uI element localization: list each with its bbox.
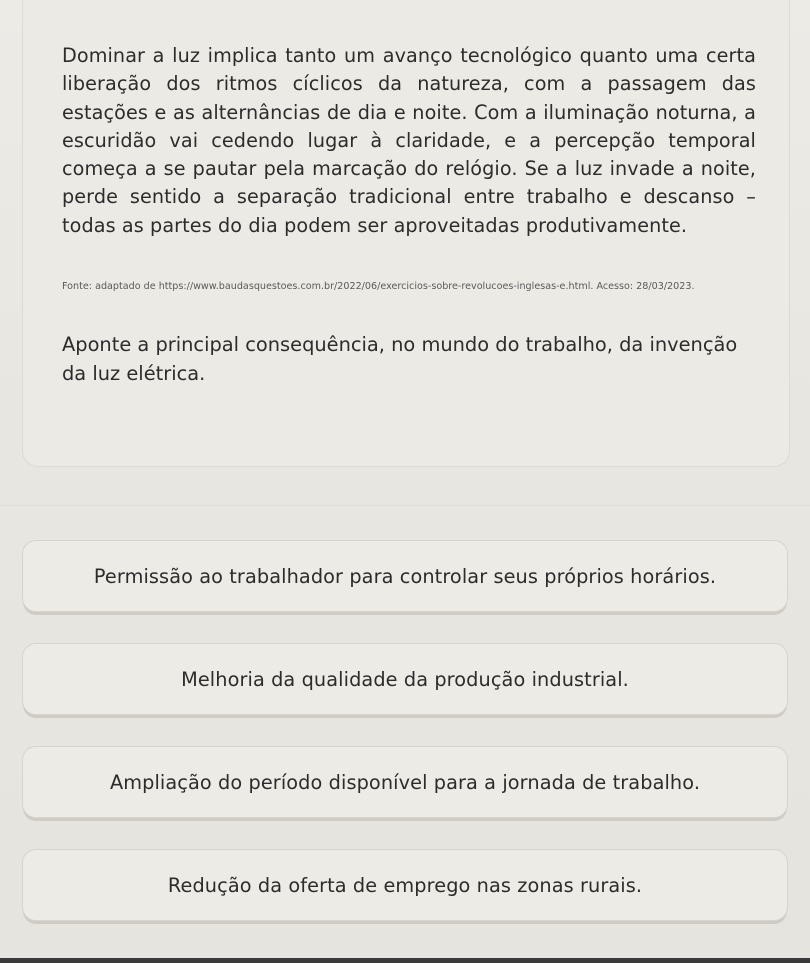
answer-option-label: Permissão ao trabalhador para controlar seus próprios horários. — [93, 564, 717, 588]
question-passage: Dominar a luz implica tanto um avanço tecnológico quanto uma certa liberação dos ritmos cíclicos da natureza, com a passagem das estações e as alternâncias de dia e noite. Com a iluminação noturna, a escuridão vai cedendo lugar à claridade, e a percepção temporal começa a se pautar pela marcação do relógio. Se a luz invade a noite, perde sentido a separação tradicional entre trabalho e descanso – todas as partes do dia podem ser aproveitadas produtivamente. — [62, 44, 756, 237]
question-source: Fonte: adaptado de https://www.baudasquestoes.com.br/2022/06/exercicios-sobre-revolucoes-inglesas-e.html. Acesso: 28/03/2023. — [62, 281, 695, 292]
question-prompt: Aponte a principal consequência, no mundo do trabalho, da invenção da luz elétrica. — [62, 333, 738, 385]
divider — [0, 505, 810, 506]
answer-option-label: Redução da oferta de emprego nas zonas rurais. — [167, 873, 643, 897]
answer-option-label: Melhoria da qualidade da produção industrial. — [181, 667, 629, 691]
answer-option-1[interactable] — [22, 540, 788, 612]
answer-option-2[interactable] — [22, 643, 788, 715]
answer-option-4[interactable] — [22, 849, 788, 921]
bottom-edge — [0, 958, 810, 963]
answer-option-label: Ampliação do período disponível para a jornada de trabalho. — [109, 770, 701, 794]
answer-option-3[interactable] — [22, 746, 788, 818]
